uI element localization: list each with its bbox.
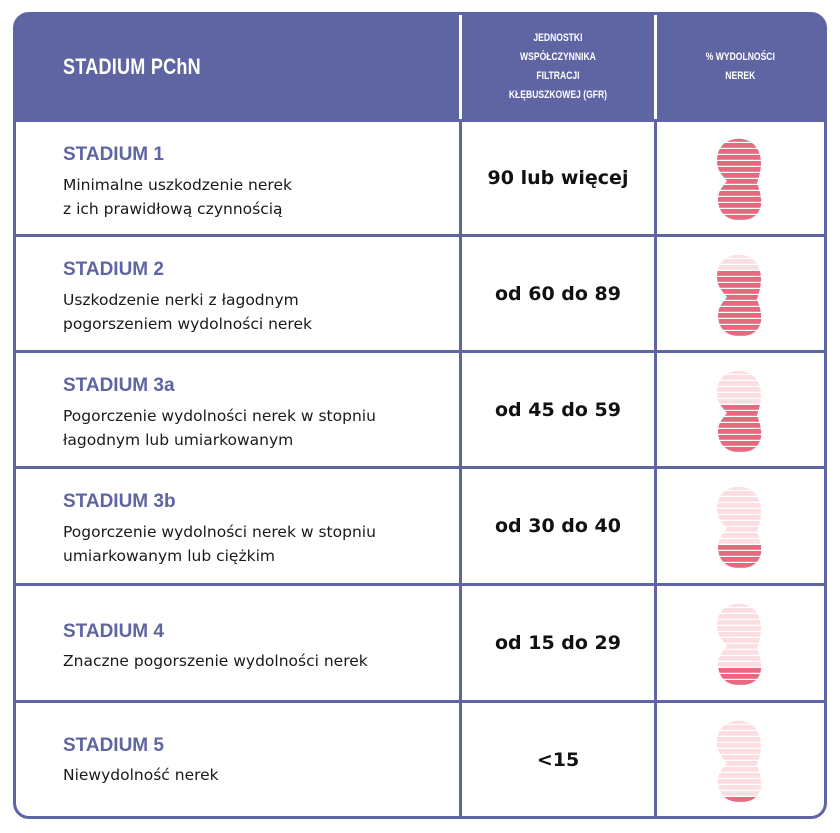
kidney-stripe-empty <box>715 375 763 380</box>
kidney-cell <box>657 353 824 466</box>
gfr-cell <box>462 586 654 700</box>
header-gfr-label: JEDNOSTKI WSPÓŁCZYNNIKA FILTRACJI KŁĘBUSZKOWEJ (GFR) <box>508 32 608 101</box>
gfr-value: od 30 do 40 <box>494 515 622 537</box>
kidney-stripe-filled <box>715 271 763 276</box>
kidney-stripe-filled <box>715 197 763 202</box>
kidney-stripe-filled <box>715 137 763 142</box>
header-stage-cell <box>16 15 459 119</box>
kidney-stripe-empty <box>715 265 763 270</box>
kidney-stripe-empty <box>715 253 763 258</box>
header-stage-label: STADIUM PChN <box>63 54 201 79</box>
gfr-cell <box>462 353 654 466</box>
gfr-cell <box>462 122 654 234</box>
kidney-icon <box>715 137 763 221</box>
kidney-stripe-filled <box>715 179 763 184</box>
kidney-stripe-empty <box>715 485 763 490</box>
kidney-stripe-empty <box>715 620 763 625</box>
kidney-stripe-filled <box>715 797 763 802</box>
kidney-stripe-empty <box>715 399 763 404</box>
kidney-stripe-empty <box>715 503 763 508</box>
ckd-stages-table <box>13 12 827 819</box>
kidney-stripe-filled <box>715 545 763 550</box>
kidney-stripe-filled <box>715 447 763 452</box>
kidney-stripe-filled <box>715 167 763 172</box>
stage-title: STADIUM 1 <box>63 144 164 165</box>
gfr-cell <box>462 703 654 816</box>
kidney-stripe-empty <box>715 491 763 496</box>
kidney-stripe-empty <box>715 755 763 760</box>
kidney-stripe-filled <box>715 319 763 324</box>
kidney-cell <box>657 469 824 583</box>
kidney-stripe-filled <box>715 185 763 190</box>
kidney-stripe-empty <box>715 791 763 796</box>
kidney-stripe-filled <box>715 295 763 300</box>
stage-description: Znaczne pogorszenie wydolności nerek <box>63 652 368 670</box>
kidney-stripe-filled <box>715 149 763 154</box>
kidney-stripe-filled <box>715 680 763 685</box>
kidney-stripe-empty <box>715 497 763 502</box>
kidney-stripe-empty <box>715 387 763 392</box>
kidney-icon <box>715 369 763 453</box>
kidney-stripe-filled <box>715 143 763 148</box>
kidney-stripe-empty <box>715 656 763 661</box>
table-header <box>16 15 824 119</box>
kidney-stripe-empty <box>715 743 763 748</box>
kidney-stripe-empty <box>715 381 763 386</box>
kidney-stripe-empty <box>715 638 763 643</box>
kidney-stripe-empty <box>715 662 763 667</box>
kidney-stripe-empty <box>715 533 763 538</box>
stage-description: Minimalne uszkodzenie nerek z ich prawidłową czynnością <box>63 176 292 218</box>
stage-title: STADIUM 3a <box>63 375 175 396</box>
stage-description: Pogorczenie wydolności nerek w stopniu umiarkowanym lub ciężkim <box>63 523 376 565</box>
kidney-cell <box>657 703 824 816</box>
kidney-stripe-filled <box>715 423 763 428</box>
kidney-stripe-filled <box>715 674 763 679</box>
kidney-stripe-empty <box>715 650 763 655</box>
table-row <box>16 353 824 466</box>
header-kidney-cell <box>657 15 824 119</box>
kidney-stripe-filled <box>715 405 763 410</box>
kidney-stripe-empty <box>715 773 763 778</box>
kidney-stripe-empty <box>715 632 763 637</box>
stage-cell <box>16 469 459 583</box>
kidney-stripe-empty <box>715 644 763 649</box>
kidney-stripe-empty <box>715 761 763 766</box>
stage-cell <box>16 122 459 234</box>
kidney-stripe-filled <box>715 411 763 416</box>
kidney-stripe-filled <box>715 325 763 330</box>
kidney-stripe-filled <box>715 283 763 288</box>
gfr-value: <15 <box>536 748 580 771</box>
kidney-stripe-filled <box>715 301 763 306</box>
kidney-stripe-filled <box>715 435 763 440</box>
gfr-value: od 60 do 89 <box>494 282 622 305</box>
stage-title: STADIUM 4 <box>63 621 164 642</box>
kidney-stripe-filled <box>715 429 763 434</box>
kidney-stripe-filled <box>715 155 763 160</box>
kidney-stripe-filled <box>715 563 763 568</box>
gfr-value: od 15 do 29 <box>494 632 622 654</box>
kidney-stripe-filled <box>715 441 763 446</box>
stage-title: STADIUM 3b <box>63 491 176 512</box>
kidney-stripe-empty <box>715 779 763 784</box>
kidney-stripe-filled <box>715 307 763 312</box>
kidney-stripe-empty <box>715 749 763 754</box>
header-kidney-label: % WYDOLNOŚCI NEREK <box>705 51 776 82</box>
table-row <box>16 237 824 350</box>
stage-title: STADIUM 5 <box>63 735 164 756</box>
table-row <box>16 469 824 583</box>
kidney-stripe-filled <box>715 161 763 166</box>
kidney-stripe-filled <box>715 191 763 196</box>
gfr-cell <box>462 237 654 350</box>
kidney-stripe-filled <box>715 313 763 318</box>
kidney-icon <box>715 719 763 803</box>
table-row <box>16 586 824 700</box>
kidney-stripe-empty <box>715 521 763 526</box>
kidney-stripe-empty <box>715 614 763 619</box>
stage-cell <box>16 353 459 466</box>
kidney-stripe-empty <box>715 785 763 790</box>
kidney-cell <box>657 122 824 234</box>
kidney-stripe-filled <box>715 209 763 214</box>
kidney-stripe-filled <box>715 557 763 562</box>
kidney-stripe-filled <box>715 668 763 673</box>
kidney-stripe-filled <box>715 551 763 556</box>
kidney-stripe-empty <box>715 509 763 514</box>
stage-cell <box>16 703 459 816</box>
kidney-stripe-filled <box>715 277 763 282</box>
kidney-stripe-empty <box>715 767 763 772</box>
kidney-stripe-empty <box>715 731 763 736</box>
kidney-stripe-empty <box>715 602 763 607</box>
header-gfr-cell <box>462 15 654 119</box>
kidney-stripe-empty <box>715 515 763 520</box>
kidney-stripe-empty <box>715 259 763 264</box>
kidney-stripe-empty <box>715 719 763 724</box>
stage-title: STADIUM 2 <box>63 259 164 280</box>
kidney-cell <box>657 237 824 350</box>
kidney-stripe-empty <box>715 725 763 730</box>
kidney-stripe-empty <box>715 737 763 742</box>
kidney-stripe-filled <box>715 417 763 422</box>
kidney-stripe-empty <box>715 527 763 532</box>
kidney-stripe-filled <box>715 215 763 220</box>
kidney-cell <box>657 586 824 700</box>
kidney-stripe-empty <box>715 393 763 398</box>
stage-description: Niewydolność nerek <box>63 766 219 784</box>
table-row <box>16 122 824 234</box>
kidney-icon <box>715 485 763 569</box>
table-row <box>16 703 824 816</box>
stage-cell <box>16 586 459 700</box>
kidney-stripe-filled <box>715 331 763 336</box>
stage-cell <box>16 237 459 350</box>
gfr-value: od 45 do 59 <box>494 398 622 421</box>
kidney-stripe-filled <box>715 173 763 178</box>
kidney-stripe-filled <box>715 203 763 208</box>
kidney-stripe-empty <box>715 539 763 544</box>
stage-description: Pogorczenie wydolności nerek w stopniu łagodnym lub umiarkowanym <box>63 407 376 449</box>
kidney-icon <box>715 602 763 686</box>
kidney-stripe-filled <box>715 289 763 294</box>
kidney-stripe-empty <box>715 626 763 631</box>
gfr-value: 90 lub więcej <box>487 167 629 189</box>
stage-description: Uszkodzenie nerki z łagodnym pogorszeniem wydolności nerek <box>63 291 312 333</box>
kidney-stripe-empty <box>715 608 763 613</box>
kidney-icon <box>715 253 763 337</box>
gfr-cell <box>462 469 654 583</box>
kidney-stripe-empty <box>715 369 763 374</box>
